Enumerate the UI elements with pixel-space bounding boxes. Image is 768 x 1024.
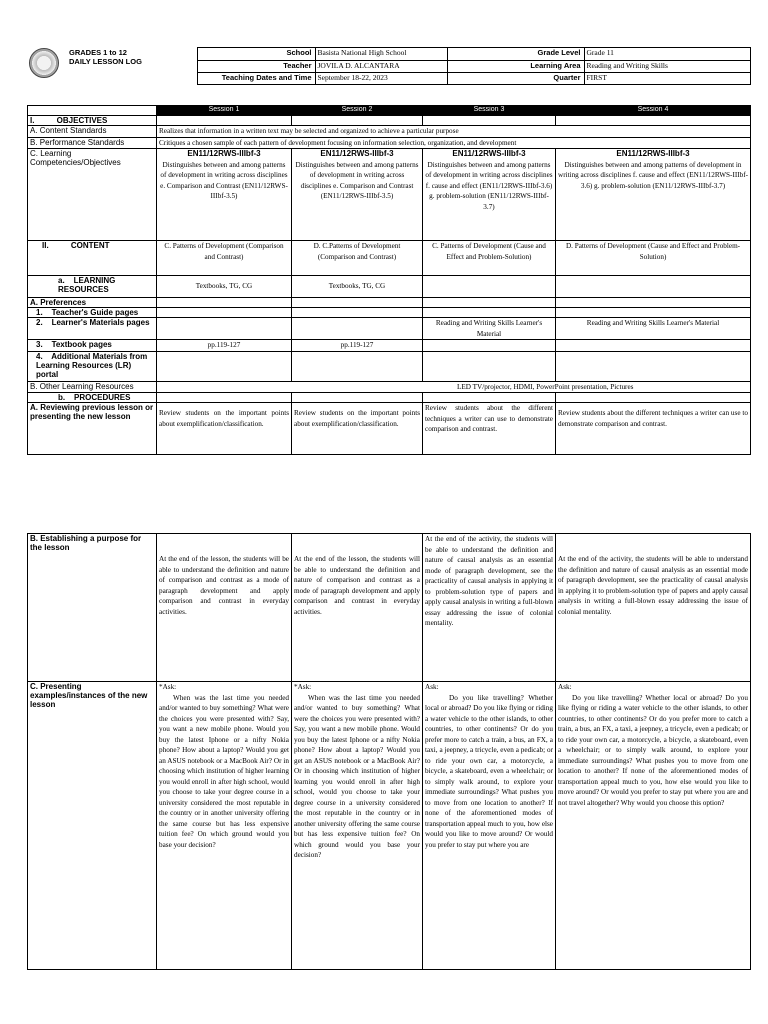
content-session-3: C. Patterns of Development (Cause and Effect and Problem-Solution) <box>423 241 556 276</box>
content-session-1: C. Patterns of Development (Comparison and Contrast) <box>157 241 292 276</box>
competency-text: Distinguishes between and among patterns of development in writing across disciplines f. cause and effect (EN11/12RWS-IIIbf-3.6) g. problem-solution (EN11/12RWS-IIIbf-3.7) <box>425 160 553 211</box>
procedures-table <box>27 533 751 970</box>
quarter-value: FIRST <box>584 73 750 85</box>
content-session-2: D. C.Patterns of Development (Comparison and Contrast) <box>292 241 423 276</box>
presenting-session-1 <box>157 682 292 970</box>
lesson-log-page-2 <box>27 533 750 970</box>
session-3-header: Session 3 <box>423 106 556 116</box>
reviewing-session-3: Review students about the different techniques a writer can use to demonstrate comparison and contrast. <box>423 403 556 455</box>
presenting-session-3 <box>423 682 556 970</box>
presenting-text: Do you like travelling? Whether local or abroad? Do you like flying or riding a water vehicle to the other islands, to other countries, to other continents? Or do you prefer more to catch a train, a bus, an FX, a taxi, a jeepney, a tricycle, even a pedicab; or to ride your own car, a motorcycle, a bicycle, a skateboard, even a wheelchair; or to simply walk around, to explore your immediate surroundings? What pushes you to move from one location to another? If none of the aforementioned modes of transportation appeal much to you, how else would you like to move around? Or would you prefer to stay put where you are <box>425 693 553 849</box>
reviewing-session-1: Review students on the important points about exemplification/classification. <box>157 403 292 455</box>
quarter-label: Quarter <box>447 73 584 85</box>
content-heading: II. CONTENT <box>28 241 157 276</box>
purpose-label: B. Establishing a purpose for the lesson <box>28 534 157 682</box>
session-header-row <box>28 106 751 116</box>
reviewing-session-2: Review students on the important points about exemplification/classification. <box>292 403 423 455</box>
ask-label: *Ask: <box>159 683 177 691</box>
performance-standards-value: Critiques a chosen sample of each pattern of development focusing on information selection, organization, and development <box>157 137 751 149</box>
presenting-text: When was the last time you needed and/or wanted to buy something? What were the choices you were presented with? Say, you want a new mobile phone. Would you buy the latest Iphone or a nifty Nokia phone? How about a laptop? Would you get an ASUS notebook or a MacBook Air? Or in choosing which institution of higher learning you would enroll in after high school, would you choose to take your degree course in a university considered the most reputable in the country or in another university offering the same course but has less expensive tuition fee? On which ground would you base your decision? <box>159 693 289 849</box>
competency-code: EN11/12RWS-IIIbf-3 <box>616 149 690 158</box>
purpose-session-3: At the end of the activity, the students will be able to understand the definition and nature of causal analysis as an essential mode of paragraph development, see the practicality of causal analysis in applying it to problem-solution type of papers and apply causal analysis in writing a full-blown essay addressing the issue of colonial mentality. <box>423 534 556 682</box>
ask-label: Ask: <box>425 683 439 691</box>
resources-session-4 <box>556 276 751 298</box>
content-session-4: D. Patterns of Development (Cause and Effect and Problem-Solution) <box>556 241 751 276</box>
reviewing-label: A. Reviewing previous lesson or presenting the new lesson <box>28 403 157 455</box>
lesson-table <box>27 105 751 455</box>
teacher-label: Teacher <box>197 61 315 73</box>
purpose-session-4: At the end of the activity, the students will be able to understand the definition and nature of causal analysis as an essential mode of paragraph development, see the practicality of causal analysis in applying it to problem-solution type of papers and apply causal analysis in writing a full-blown essay addressing the issue of colonial mentality. <box>556 534 751 682</box>
dates-value: September 18-22, 2023 <box>315 73 447 85</box>
textbook-session-2: pp.119-127 <box>292 340 423 352</box>
competency-text: Distinguishes between and among patterns of development in writing across disciplines e. Comparison and Contrast (EN11/12RWS-IIIbf-3.5) <box>160 160 288 200</box>
teachers-guide-label: 1. Teacher's Guide pages <box>28 308 157 318</box>
log-title <box>67 48 197 85</box>
textbook-session-1: pp.119-127 <box>157 340 292 352</box>
school-label: School <box>197 48 315 61</box>
presenting-session-2 <box>292 682 423 970</box>
procedures-heading: b. PROCEDURES <box>28 393 157 403</box>
presenting-text: When was the last time you needed and/or wanted to buy something? What were the choices you were presented with? Say, you want a new mobile phone. Would you buy the latest Iphone or a nifty Nokia phone? How about a laptop? Would you get an ASUS notebook or a MacBook Air? Or in choosing which institution of higher learning you would enroll in after high school, would you choose to take your degree course in a university considered the most reputable in the country or in another university offering the same course but has less expensive tuition fee? On which ground would you base your decision? <box>294 693 420 859</box>
header-table <box>27 47 751 85</box>
grade-level-value: Grade 11 <box>584 48 750 61</box>
reviewing-session-4: Review students about the different techniques a writer can use to demonstrate comparison and contrast. <box>556 403 751 455</box>
title-line-2: DAILY LESSON LOG <box>69 56 142 66</box>
competency-code: EN11/12RWS-IIIbf-3 <box>452 149 526 158</box>
resources-session-2: Textbooks, TG, CG <box>292 276 423 298</box>
learning-area-value: Reading and Writing Skills <box>584 61 750 73</box>
school-value: Basista National High School <box>315 48 447 61</box>
content-standards-value: Realizes that information in a written text may be selected and organized to achieve a particular purpose <box>157 126 751 138</box>
additional-materials-label: 4. Additional Materials from Learning Resources (LR) portal <box>28 351 157 381</box>
presenting-text: Do you like travelling? Whether local or abroad? Do you like flying or riding a water vehicle to the other islands, to other countries, to other continents? Or do you prefer more to catch a train, a bus, an FX, a taxi, a jeepney, a tricycle, even a pedicab; or to ride your own car, a motorcycle, a bicycle, a skateboard, even a wheelchair; or to simply walk around, to explore your immediate surroundings? What pushes you to move from one location to another? If none of the aforementioned modes of transportation appeal much to you, how else would you like to move around? Or would you prefer to stay put where you are and not travel altogether? Why would you choose this option? <box>558 693 748 807</box>
objectives-heading: I. OBJECTIVES <box>28 116 157 126</box>
other-resources-label: B. Other Learning Resources <box>28 381 157 393</box>
competencies-label: C. Learning Competencies/Objectives <box>28 149 157 241</box>
resources-session-3 <box>423 276 556 298</box>
deped-seal <box>27 48 67 85</box>
dates-label: Teaching Dates and Time <box>197 73 315 85</box>
learners-materials-session-3: Reading and Writing Skills Learner's Material <box>423 318 556 340</box>
competency-text: Distinguishes between and among patterns of development in writing across disciplines f. cause and effect (EN11/12RWS-IIIbf-3.6) g. problem-solution (EN11/12RWS-IIIbf-3.7) <box>558 160 749 190</box>
competency-code: EN11/12RWS-IIIbf-3 <box>320 149 394 158</box>
preferences-label: A. Preferences <box>28 298 157 308</box>
textbook-label: 3. Textbook pages <box>28 340 157 352</box>
deped-seal-icon <box>29 48 59 78</box>
competency-session-2 <box>292 149 423 241</box>
grade-level-label: Grade Level <box>447 48 584 61</box>
presenting-session-4 <box>556 682 751 970</box>
learners-materials-session-4: Reading and Writing Skills Learner's Material <box>556 318 751 340</box>
performance-standards-label: B. Performance Standards <box>28 137 157 149</box>
teacher-value: JOVILA D. ALCANTARA <box>315 61 447 73</box>
purpose-session-2: At the end of the lesson, the students will be able to understand the definition and nature of comparison and contrast as a mode of paragraph development and apply comparison and contrast in everyday activities. <box>292 534 423 682</box>
content-standards-label: A. Content Standards <box>28 126 157 138</box>
competency-code: EN11/12RWS-IIIbf-3 <box>187 149 261 158</box>
learning-area-label: Learning Area <box>447 61 584 73</box>
other-resources-value: LED TV/projector, HDMI, PowerPoint presentation, Pictures <box>157 381 751 393</box>
session-2-header: Session 2 <box>292 106 423 116</box>
competency-text: Distinguishes between and among patterns of development in writing across disciplines e. Comparison and Contrast (EN11/12RWS-IIIbf-3.5) <box>295 160 419 200</box>
learning-resources-heading: a. LEARNING RESOURCES <box>28 276 157 298</box>
lesson-log-page-1 <box>27 47 750 455</box>
learners-materials-label: 2. Learner's Materials pages <box>28 318 157 340</box>
ask-label: Ask: <box>558 683 572 691</box>
presenting-label: C. Presenting examples/instances of the new lesson <box>28 682 157 970</box>
ask-label: *Ask: <box>294 683 312 691</box>
resources-session-1: Textbooks, TG, CG <box>157 276 292 298</box>
competency-session-4 <box>556 149 751 241</box>
title-line-1: GRADES 1 to 12 <box>69 47 127 57</box>
session-1-header: Session 1 <box>157 106 292 116</box>
purpose-session-1: At the end of the lesson, the students will be able to understand the definition and nature of comparison and contrast as a mode of paragraph development and apply comparison and contrast in everyday activities. <box>157 534 292 682</box>
session-4-header: Session 4 <box>556 106 751 116</box>
competency-session-1 <box>157 149 292 241</box>
competency-session-3 <box>423 149 556 241</box>
